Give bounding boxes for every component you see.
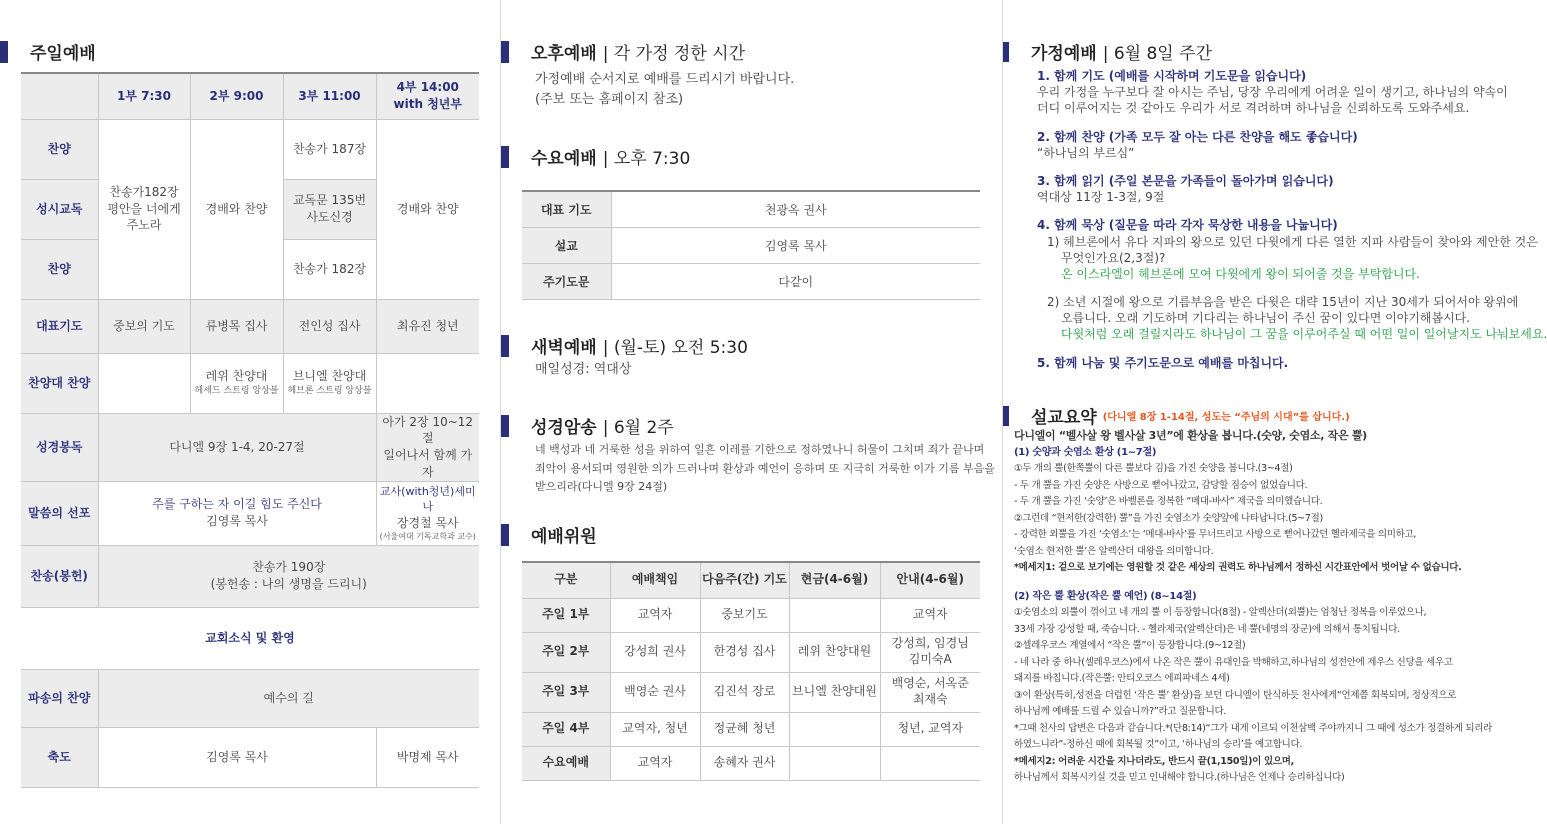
sermon-line: ②그런데 “현저한(강력한) 뿔”을 가진 숫염소가 숫양앞에 나타납니다.(5~7절) [1014, 512, 1323, 524]
cell: 교역자 [610, 598, 700, 632]
wednesday-service-heading [501, 144, 690, 169]
p1-hymn-line: 찬송가182장 [109, 184, 179, 199]
row-label-offering: 찬송(봉헌) [21, 545, 98, 607]
offering-song: (봉헌송 : 나의 생명을 드리니) [210, 577, 367, 592]
p1-hymn-line: 평안을 너에게 [107, 201, 181, 216]
section-marker [1003, 42, 1009, 62]
cell: 정균혜 청년 [700, 712, 789, 746]
cell [880, 746, 980, 780]
sermon-preacher: 김영록 목사 [206, 514, 268, 529]
sermon-summary-title: 설교요약 [1031, 408, 1097, 428]
sending-hymn: 예수의 길 [98, 669, 479, 727]
sermon-4-affiliation: (서울여대 기독교학과 교수) [379, 532, 476, 542]
sermon-message: *메세지2: 어려운 시간을 지나더라도, 반드시 끝(1,150일)이 있으며, [1014, 755, 1294, 767]
family-worship-steps [1037, 68, 1547, 371]
sermon-4 [376, 481, 479, 545]
dawn-service-title: 새벽예배 [531, 338, 597, 358]
table-row [522, 263, 980, 299]
row-label-sermon: 말씀의 선포 [21, 481, 98, 545]
blessing: 김영록 목사 [98, 727, 376, 787]
column-header: 현금(4-6월) [789, 562, 880, 598]
header-2bu: 2부 9:00 [190, 73, 283, 119]
header-4bu [376, 73, 479, 119]
prayer-2: 류병목 집사 [190, 299, 283, 353]
answer-hint: 온 이스라엘이 헤브론에 모여 다윗에게 왕이 되어줄 것을 부탁합니다. [1061, 266, 1420, 281]
p3-read-line: 교독문 135번 [292, 193, 367, 208]
step-heading: 3. 함께 읽기 (주일 본문을 가족들이 돌아가며 읽습니다) [1037, 173, 1334, 188]
p4-praise: 경배와 찬양 [376, 119, 479, 299]
header-1bu: 1부 7:30 [98, 73, 190, 119]
cell: 브니엘 찬양대원 [789, 672, 880, 712]
afternoon-service-text [535, 70, 794, 110]
offering [98, 545, 479, 607]
sermon-line: ③이 환상(특히,성전을 더럽힌 ‘작은 뿔’ 환상)을 보던 다니엘이 탄식하듯 천사에게“언제쯤 회복되며, 정상적으로 [1014, 689, 1457, 701]
text-line: (주보 또는 홈페이지 참조) [535, 92, 684, 108]
reading-4 [376, 413, 479, 481]
choir-2-name: 레위 찬양대 [205, 369, 268, 384]
committee-table [522, 561, 980, 781]
prayer-3: 전인성 집사 [283, 299, 376, 353]
sermon-summary-passage: (다니엘 8장 1-14절, 성도는 “주님의 시대”를 삽니다.) [1102, 412, 1350, 423]
p3-hymn1: 찬송가 187장 [283, 119, 376, 179]
row-label: 주일 1부 [522, 598, 610, 632]
sermon-line: 하나님께서 회복시키실 것을 믿고 인내해야 합니다.(하나님은 언제나 승리하십니다) [1014, 772, 1345, 783]
section-marker [501, 524, 509, 546]
step-heading: 1. 함께 기도 (예배를 시작하며 기도문을 읽습니다) [1037, 69, 1307, 83]
step-heading: 5. 함께 나눔 및 주기도문으로 예배를 마칩니다. [1037, 355, 1289, 370]
table-row [522, 598, 980, 632]
choir-3-ensemble: 헤브론 스트링 앙상블 [287, 386, 372, 397]
sunday-service-title: 주일예배 [30, 44, 96, 64]
memory-verse-heading [501, 413, 674, 438]
section-marker [0, 41, 8, 63]
reading-4-line: 아가 2장 10~12절 [382, 414, 474, 446]
row-label: 주일 4부 [522, 712, 610, 746]
p3-read [283, 179, 376, 239]
header-4bu-youth: with 청년부 [393, 97, 462, 112]
section-marker [501, 41, 509, 63]
section-title [0, 39, 96, 64]
p3-read-line: 사도신경 [306, 210, 353, 224]
column-header: 구분 [522, 562, 610, 598]
sermon-line: - 두 개 뿔을 가진 숫양은 사방으로 뻗어나갔고, 감당할 짐승이 없었습니다. [1014, 479, 1308, 491]
dawn-service-text: 매일성경: 역대상 [535, 362, 632, 377]
sermon-point-heading: (2) 작은 뿔 환상(작은 뿔 예언) (8~14절) [1014, 590, 1197, 602]
header-4bu-time: 4부 14:00 [396, 80, 459, 95]
step-heading: 2. 함께 찬양 (가족 모두 잘 아는 다른 찬양을 해도 좋습니다) [1037, 129, 1358, 144]
sermon-line: 돼지를 바칩니다.(작은뿔: 안티오코스 에피파네스 4세) [1014, 673, 1230, 684]
section-marker [501, 146, 509, 168]
family-worship-week: | 6월 8일 주간 [1102, 44, 1212, 64]
sermon-line: ②셀레우코스 계열에서 “작은 뿔”이 등장합니다.(9~12절) [1014, 640, 1246, 651]
wed-value: 천광옥 권사 [611, 191, 980, 227]
wed-label: 대표 기도 [522, 191, 611, 227]
cell: 교역자 [880, 598, 980, 632]
table-row [522, 746, 980, 780]
text-line: 죄악이 용서되며 영원한 의가 드러나며 환상과 예언이 응하며 또 지극히 거룩한 이가 기름 부음을 [535, 461, 995, 475]
p2-praise: 경배와 찬양 [190, 119, 283, 299]
family-worship-column [1003, 0, 1547, 824]
choir-2-ensemble: 헤세드 스트링 앙상블 [194, 386, 279, 397]
header-3bu: 3부 11:00 [283, 73, 376, 119]
sermon-line: ‘숫염소 현저한 뿔’은 알렉산더 대왕을 의미합니다. [1014, 545, 1214, 557]
cell: 강성희 권사 [610, 632, 700, 672]
sermon-summary-heading [1003, 403, 1350, 428]
sunday-service-table [21, 72, 479, 788]
prayer-1: 중보의 기도 [98, 299, 190, 353]
row-label: 수요예배 [522, 746, 610, 780]
prayer-4: 최유진 청년 [376, 299, 479, 353]
choir-1 [98, 353, 190, 413]
cell: 중보기도 [700, 598, 789, 632]
cell: 강성희, 임경님 김미숙A [880, 632, 980, 672]
cell: 교역자 [610, 746, 700, 780]
sermon-point-heading: (1) 숫양과 숫염소 환상 (1~7절) [1014, 446, 1157, 458]
afternoon-service-heading [501, 39, 745, 64]
text-line: 네 백성과 네 거룩한 성을 위하여 일흔 이레를 기한으로 정하였나니 허물이 그치며 죄가 끝나며 [535, 443, 985, 456]
dawn-service-time: | (월-토) 오전 5:30 [602, 338, 748, 358]
sermon-message: *메세지1: 겉으로 보기에는 영원할 것 같은 세상의 권력도 하나님께서 정하신 시간표안에서 벗어날 수 없습니다. [1014, 562, 1462, 573]
step-text: “하나님의 부르심” [1037, 145, 1135, 160]
wednesday-service-time: | 오후 7:30 [602, 149, 691, 169]
wed-label: 설교 [522, 227, 611, 263]
sermon-title: 주를 구하는 자 이길 힘도 주신다 [152, 497, 322, 512]
sermon-summary-lead: 다니엘이 “벨사살 왕 벨사살 3년”에 환상을 봅니다.(숫양, 숫염소, 작은 뿔) [1014, 429, 1367, 442]
text-line: 가정예배 순서지로 예배를 드리시기 바랍니다. [535, 72, 795, 87]
question-text: 무엇인가요(2,3절)? [1061, 250, 1166, 265]
sermon-4-title: 교사(with청년)세미나 [379, 484, 476, 514]
cell: 레위 찬양대원 [789, 632, 880, 672]
sermon-line: *그때 천사의 답변은 다음과 같습니다.*(단8:14)“그가 내게 이르되 이천삼백 주야까지니 그 때에 성소가 정결하게 되리라 [1014, 722, 1493, 734]
cell: 교역자, 청년 [610, 712, 700, 746]
memory-verse-title: 성경암송 [531, 418, 597, 438]
sermon-line: ①숫염소의 외뿔이 꺾이고 네 개의 뿔 이 등장합니다(8절) - 알렉산더(외뿔)는 엄청난 정복을 이루었으나, [1014, 607, 1427, 618]
cell: 송혜자 권사 [700, 746, 789, 780]
table-row [522, 227, 980, 263]
step-text: 더디 이루어지는 것 같아도 우리가 서로 격려하며 하나님을 신뢰하도록 도와주세요. [1037, 101, 1470, 116]
dawn-service-heading [501, 333, 748, 358]
cell [789, 598, 880, 632]
afternoon-service-time: | 각 가정 정한 시간 [602, 44, 745, 64]
question-text: 1) 헤브론에서 유다 지파의 왕으로 있던 다윗에게 다른 열한 지파 사람들이 찾아와 제안한 것은 [1047, 234, 1538, 249]
row-label-sending: 파송의 찬양 [21, 669, 98, 727]
sermon-line: - 강력한 외뿔을 가진 ‘숫염소’는 ‘메대-바사’를 무너뜨리고 사방으로 뻗어나갔던 헬라제국을 의미하고, [1014, 529, 1417, 540]
row-label-chanyang: 찬양 [21, 119, 98, 179]
table-corner [21, 73, 98, 119]
blessing-4: 박명제 목사 [376, 727, 479, 787]
afternoon-service-title: 오후예배 [531, 44, 597, 64]
cell: 백영순, 서옥준 최재숙 [880, 672, 980, 712]
wed-label: 주기도문 [522, 263, 611, 299]
column-header: 다음주(간) 기도 [700, 562, 789, 598]
wed-value: 김영록 목사 [611, 227, 980, 263]
cell [789, 746, 880, 780]
row-label: 주일 3부 [522, 672, 610, 712]
table-row [522, 712, 980, 746]
choir-2 [190, 353, 283, 413]
table-row [522, 632, 980, 672]
row-label-sungsi: 성시교독 [21, 179, 98, 239]
row-label-reading: 성경봉독 [21, 413, 98, 481]
section-marker [501, 335, 509, 357]
wednesday-service-table [522, 190, 980, 300]
step-text: 역대상 11장 1-3절, 9절 [1037, 190, 1165, 205]
sermon-line: 하나님께 예배를 드릴 수 있습니까?”라고 질문합니다. [1014, 706, 1227, 717]
p1-hymn-line: 주노라 [126, 218, 162, 233]
wednesday-service-title: 수요예배 [531, 149, 597, 169]
reading: 다니엘 9장 1-4, 20-27절 [98, 413, 376, 481]
weekday-services-column [501, 0, 1001, 824]
sermon-line: ①두 개의 뿔(한쪽뿔이 다른 뿔보다 김)을 가진 숫양을 봅니다.(3~4절) [1014, 463, 1293, 474]
row-label-blessing: 축도 [21, 727, 98, 787]
question-text: 2) 소년 시절에 왕으로 기름부음을 받은 다윗은 대략 15년이 지난 30세가 되어서야 왕위에 [1047, 295, 1519, 310]
table-header-row [522, 562, 980, 598]
cell: 백영순 권사 [610, 672, 700, 712]
cell: 김진석 장로 [700, 672, 789, 712]
p3-hymn2: 찬송가 182장 [283, 239, 376, 299]
sermon-line: - 네 나라 중 하나(셀레우코스)에서 나온 작은 뿔이 유대인을 박해하고,하나님의 성전안에 제우스 신당을 세우고 [1014, 656, 1453, 668]
cell: 한경성 집사 [700, 632, 789, 672]
church-news: 교회소식 및 환영 [21, 607, 479, 669]
section-marker [1003, 406, 1009, 426]
row-label: 주일 2부 [522, 632, 610, 672]
step-heading: 4. 함께 묵상 (질문을 따라 각자 묵상한 내용을 나눕니다) [1037, 218, 1338, 233]
row-label-chanyang2: 찬양 [21, 239, 98, 299]
question-text: 오릅니다. 오래 기도하며 기다리는 하나님이 주신 꿈이 있다면 이야기해봅시다. [1061, 311, 1471, 326]
sunday-service-column [0, 0, 500, 824]
text-line: 받으리라(다니엘 9장 24절) [535, 480, 668, 494]
column-header: 예배책임 [610, 562, 700, 598]
row-label-prayer: 대표기도 [21, 299, 98, 353]
sermon-4-preacher: 장경철 목사 [396, 515, 459, 530]
sermon-line: 하였느니라”-정하신 때에 회복될 것”이고, ‘하나님의 승리’를 예고합니다. [1014, 739, 1303, 750]
table-row [522, 672, 980, 712]
family-worship-title: 가정예배 [1031, 44, 1097, 64]
cell: 청년, 교역자 [880, 712, 980, 746]
sermon-line: 33세 가장 강성할 때, 죽습니다. - 헬라제국(알렉산더)은 네 뿔(네명의 장군)에 의해서 통치됩니다. [1014, 623, 1400, 635]
table-row [522, 191, 980, 227]
sermon-summary-body [1014, 428, 1492, 787]
section-marker [501, 415, 509, 437]
reading-4-line: 일어나서 함께 가자 [383, 448, 473, 479]
memory-verse-week: | 6월 2주 [602, 418, 674, 438]
wed-value: 다같이 [611, 263, 980, 299]
sermon [98, 481, 376, 545]
family-worship-heading [1003, 39, 1212, 64]
committee-heading [501, 522, 597, 547]
p1-hymn [98, 119, 190, 299]
answer-hint: 다윗처럼 오래 걸릴지라도 하나님이 그 꿈을 이루어주실 때 어떤 일이 일어날지도 나눠보세요. [1061, 327, 1547, 342]
column-header: 안내(4-6월) [880, 562, 980, 598]
choir-4 [376, 353, 479, 413]
cell [789, 712, 880, 746]
sermon-line: - 두 개 뿔을 가진 ‘숫양’은 바벨론을 정복한 “메대-바사” 제국을 의미했습니다. [1014, 496, 1323, 507]
step-text: 우리 가정을 누구보다 잘 아시는 주님, 당장 우리에게 어려운 일이 생기고, 하나님의 약속이 [1037, 85, 1508, 100]
memory-verse-text [535, 441, 995, 497]
row-label-choir: 찬양대 찬양 [21, 353, 98, 413]
choir-3-name: 브니엘 찬양대 [292, 369, 367, 384]
choir-3 [283, 353, 376, 413]
offering-hymn: 찬송가 190장 [252, 560, 326, 575]
committee-title: 예배위원 [531, 527, 597, 547]
